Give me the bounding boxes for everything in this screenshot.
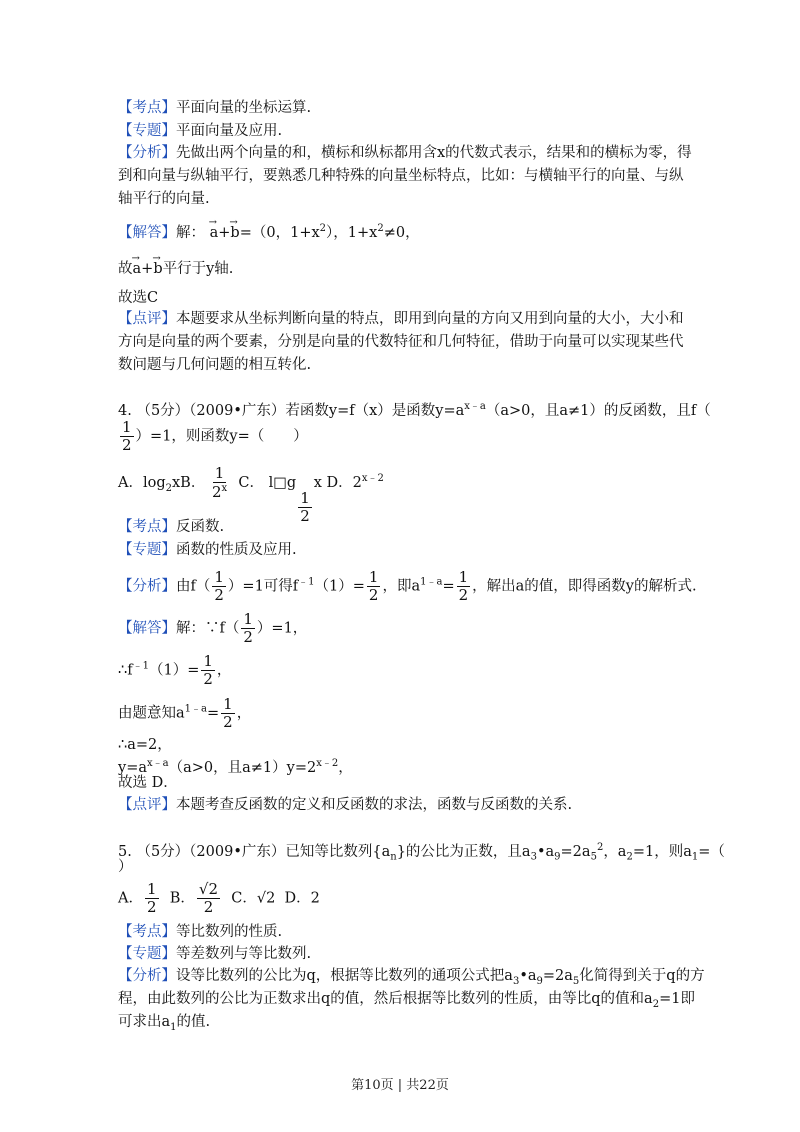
num: 1 (223, 695, 233, 713)
dianping-text: 本题考查反函数的定义和反函数的求法，函数与反函数的关系. (176, 797, 573, 813)
den: 2 (203, 670, 213, 688)
exp: x﹣a (147, 758, 169, 769)
sub: 2 (652, 998, 660, 1010)
fraction-half (457, 570, 471, 603)
stem-c: •a (536, 843, 555, 860)
den: 2 (122, 436, 132, 454)
jieda-tag: 【解答】 (118, 224, 176, 241)
fenxi-tag: 【分析】 (118, 578, 176, 595)
num: 1 (214, 568, 224, 586)
stem-d: =2a (560, 843, 591, 860)
q5-kaodian (118, 922, 282, 942)
stem-text: 4. （5分）（2009•广东）若函数y=f（x）是函数y=a (118, 402, 465, 419)
s1-b: （1）= (148, 662, 200, 679)
jieda-tag: 【解答】 (118, 620, 176, 637)
stem-text-b: （a>0，且a≠1）的反函数，且f（ (485, 402, 711, 419)
zhuanti-text: 平面向量及应用. (176, 123, 283, 139)
jieda-mid: =（0，1+x (239, 224, 320, 241)
exp: x﹣2 (361, 473, 384, 485)
den: 2 (203, 898, 214, 916)
option-b-fraction (197, 882, 220, 915)
vector-b: → b (153, 259, 162, 279)
den-exp: x (221, 483, 228, 494)
q3-kaodian (118, 98, 311, 118)
q3-fenxi-2: 到和向量与纵轴平行，要熟悉几种特殊的向量坐标特点，比如：与横轴平行的向量、与纵 (118, 168, 684, 184)
den (212, 483, 227, 500)
num: 1 (122, 418, 132, 436)
q4-choose: 故选 D． (118, 775, 178, 791)
q4-stem-2 (118, 420, 308, 453)
conc-end: 平行于y轴. (162, 261, 234, 277)
sub: 5 (572, 975, 580, 987)
den-base: 2 (211, 483, 222, 501)
option-b: B． (169, 890, 195, 907)
fraction-half (212, 570, 226, 603)
den: 2 (300, 507, 310, 525)
q5-options (118, 882, 320, 915)
sub: 3 (530, 851, 537, 863)
kaodian-text: 等比数列的性质. (176, 924, 283, 940)
option-a-fraction (145, 882, 159, 915)
q3-jieda (118, 219, 420, 243)
q3-fenxi-3: 轴平行的向量. (118, 191, 210, 207)
exp: 1﹣a (184, 703, 207, 715)
stem-b: }的公比为正数，且a (396, 843, 531, 860)
q4-jieda (118, 612, 307, 645)
jieda-b: ）=1， (256, 620, 308, 637)
fenxi-3b: 的值. (176, 1014, 211, 1030)
zhuanti-tag: 【专题】 (118, 946, 176, 962)
plus: + (218, 224, 231, 241)
den: 2 (223, 713, 233, 731)
den: 2 (214, 586, 224, 604)
sub: n (390, 851, 397, 863)
fraction-half (241, 612, 255, 645)
exp: 2 (319, 223, 327, 234)
q3-conclusion (118, 259, 233, 279)
kaodian-tag: 【考点】 (118, 100, 176, 116)
q4-dianping (118, 795, 572, 815)
den: 2 (368, 586, 379, 604)
exp2: 2 (377, 223, 384, 234)
q4-step-2: 由题意知$a^{1﹣a}=$ $\frac{1}{2}$ ， (118, 695, 252, 731)
fenxi-d: ，即a (382, 578, 421, 595)
sub: 2 (626, 851, 633, 863)
fenxi-2b: =1即 (659, 991, 695, 1007)
sub: 1 (170, 1021, 177, 1033)
num: 1 (214, 464, 225, 482)
dianping-tag: 【点评】 (118, 797, 176, 813)
q3-choose: 故选C (118, 290, 159, 306)
den: 2 (458, 586, 469, 604)
zhuanti-text: 等差数列与等比数列. (176, 946, 312, 962)
s4-b: （a>0，且a≠1）y=2 (168, 759, 317, 776)
sup: 2 (596, 842, 604, 853)
q3-fenxi-1 (118, 143, 692, 163)
den: 2 (243, 628, 253, 646)
exp: x﹣a (464, 401, 486, 412)
q5-stem-2: ） (118, 859, 133, 875)
fraction-half (367, 570, 381, 603)
stem-g: =（ (698, 843, 725, 860)
q3-dianping-2: 方向是向量的两个要素，分别是向量的代数特征和几何特征，借助于向量可以实现某些代 (118, 334, 684, 350)
exp2: x﹣2 (316, 758, 339, 769)
q4-fenxi (118, 570, 697, 603)
sub: 9 (554, 851, 561, 863)
sub: 2 (165, 482, 172, 494)
plus: + (141, 261, 154, 277)
page-footer: 第10页 | 共22页 (351, 1078, 449, 1093)
fenxi-b: ）=1可得f (227, 578, 299, 595)
fenxi-1a: 设等比数列的公比为q，根据等比数列的通项公式把a (176, 968, 513, 984)
num: 1 (243, 610, 253, 628)
fenxi-1c: =2a (542, 968, 573, 984)
q4-step-3: ∴a=2， (118, 737, 172, 753)
num: 1 (368, 568, 379, 586)
fenxi-f: ，解出a的值，即得函数y的解析式. (472, 578, 697, 595)
s4-a: y=a (118, 759, 147, 776)
vector-a: → a (133, 259, 142, 279)
vector-a: → a (210, 223, 219, 243)
conc-pre: 故 (118, 261, 133, 277)
fenxi-text: 先做出两个向量的和，横标和纵标都用含x的代数式表示，结果和的横标为零，得 (176, 145, 692, 161)
zhuanti-tag: 【专题】 (118, 123, 176, 139)
fenxi-tag: 【分析】 (118, 968, 176, 984)
stem-text-2: ）=1，则函数y=（ ） (135, 428, 308, 445)
fenxi-e: = (442, 578, 455, 595)
fenxi-a: 由f（ (176, 578, 211, 595)
option-c-log: l□g (268, 475, 297, 491)
kaodian-tag: 【考点】 (118, 519, 176, 535)
s1-a: ∴f (118, 662, 133, 679)
q4-step-1: $\therefore f^{﹣1}(1)=$ $\frac{1}{2}$ ， (118, 652, 232, 688)
num: √2 (198, 880, 219, 898)
vector-b: → b (230, 223, 239, 243)
jieda-a: 解：∵f（ (176, 620, 240, 637)
kaodian-text: 反函数. (176, 519, 225, 535)
option-d: D．2 (326, 475, 362, 491)
dianping-text: 本题要求从坐标判断向量的特点，即用到向量的方向又用到向量的大小，大小和 (176, 311, 684, 327)
s4-c: ， (338, 759, 353, 776)
jieda-neq: ≠0， (383, 224, 420, 241)
fraction-half (120, 420, 134, 453)
inv: ﹣1 (132, 660, 149, 672)
zhuanti-text: 函数的性质及应用. (176, 542, 297, 558)
option-b-fraction (212, 466, 227, 500)
q4-stem-1 (118, 397, 711, 421)
zhuanti-tag: 【专题】 (118, 542, 176, 558)
q3-zhuanti (118, 121, 282, 141)
option-a: A． (118, 890, 143, 907)
jieda-end: ），1+x (326, 224, 378, 241)
q4-zhuanti (118, 540, 297, 560)
option-c: C． (238, 475, 264, 491)
sub: 9 (536, 975, 543, 987)
option-c-x: x (313, 475, 322, 491)
kaodian-text: 平面向量的坐标运算. (176, 100, 312, 116)
num: 1 (458, 568, 469, 586)
q4-options (118, 466, 384, 524)
s2-a: 由题意知a (118, 705, 185, 722)
dianping-tag: 【点评】 (118, 311, 176, 327)
option-d: D．2 (284, 890, 320, 907)
stem-a: 5. （5分）（2009•广东）已知等比数列{a (118, 843, 391, 860)
sub: 3 (512, 975, 520, 987)
jieda-pre: 解： (176, 224, 205, 241)
q3-dianping-1 (118, 309, 684, 329)
sub: 1 (691, 851, 699, 863)
kaodian-tag: 【考点】 (118, 924, 176, 940)
inv: ﹣1 (298, 576, 315, 588)
q3-dianping-3: 数问题与几何问题的相互转化. (118, 357, 312, 373)
q5-fenxi-3 (118, 1012, 210, 1038)
fenxi-tag: 【分析】 (118, 145, 176, 161)
stem-e: ，a (603, 843, 627, 860)
exp: 1﹣a (420, 576, 443, 588)
fenxi-2: 程，由此数列的公比为正数求出q的值，然后根据等比数列的性质，由等比q的值和a (118, 991, 653, 1007)
fraction-half (221, 697, 235, 730)
option-c: C． (231, 890, 257, 907)
sub: 5 (590, 851, 597, 863)
den: 2 (146, 898, 157, 916)
fenxi-1b: •a (519, 968, 537, 984)
q5-zhuanti (118, 944, 311, 964)
q5-stem-1 (118, 838, 725, 868)
fenxi-c: （1）= (314, 578, 365, 595)
q5-fenxi-2 (118, 989, 695, 1015)
option-c-base (298, 491, 312, 524)
q5-fenxi-1 (118, 966, 705, 992)
num: 1 (300, 489, 310, 507)
stem-f: =1，则a (632, 843, 692, 860)
s2-b: = (206, 705, 220, 722)
num: 1 (146, 880, 157, 898)
option-a-end: xB． (172, 475, 206, 491)
q4-kaodian (118, 517, 224, 537)
fraction-half (201, 654, 215, 687)
num: 1 (203, 652, 213, 670)
option-a: A．log (118, 475, 166, 491)
fenxi-1d: 化简得到关于q的方 (579, 968, 705, 984)
fenxi-3a: 可求出a (118, 1014, 171, 1030)
option-c-value: √2 (256, 890, 276, 907)
